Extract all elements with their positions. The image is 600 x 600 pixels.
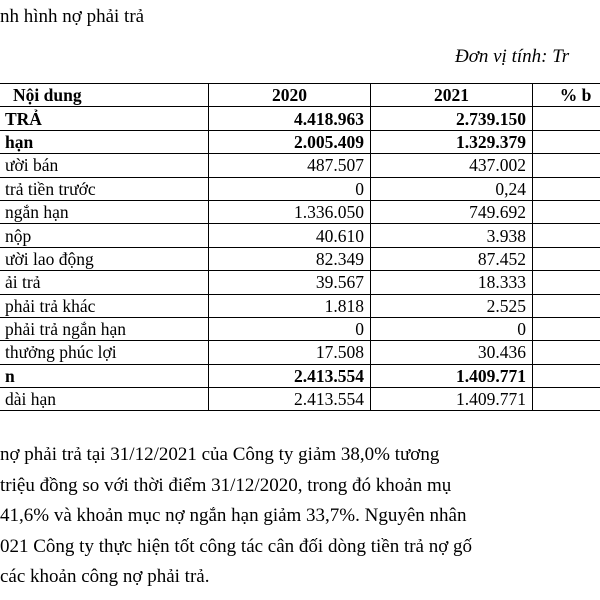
value-2020: 1.818: [209, 294, 371, 317]
value-2020: 0: [209, 317, 371, 340]
table-header-row: [0, 84, 600, 107]
value-percent: [533, 224, 600, 247]
row-label: phải trả khác: [0, 294, 209, 317]
table-row: [0, 200, 600, 223]
value-2021: 2.739.150: [371, 107, 533, 130]
value-2020: 4.418.963: [209, 107, 371, 130]
header-2020: 2020: [209, 84, 371, 107]
value-2021: 1.409.771: [371, 388, 533, 411]
section-heading: nh hình nợ phải trả: [0, 6, 145, 27]
value-2020: 39.567: [209, 271, 371, 294]
row-label: ười lao động: [0, 247, 209, 270]
table-row: [0, 154, 600, 177]
table-row: [0, 224, 600, 247]
header-percent: % b: [533, 84, 600, 107]
value-percent: [533, 388, 600, 411]
header-2021: 2021: [371, 84, 533, 107]
row-label: TRẢ: [0, 107, 209, 130]
row-label: ngắn hạn: [0, 200, 209, 223]
table-row: [0, 388, 600, 411]
value-percent: [533, 247, 600, 270]
paragraph-line: nợ phải trả tại 31/12/2021 của Công ty giảm 38,0% tương: [0, 444, 440, 465]
analysis-paragraph: [0, 440, 600, 593]
value-percent: [533, 341, 600, 364]
value-2020: 2.413.554: [209, 364, 371, 387]
value-2021: 1.329.379: [371, 130, 533, 153]
value-percent: [533, 364, 600, 387]
value-2020: 17.508: [209, 341, 371, 364]
value-2021: 749.692: [371, 200, 533, 223]
table-row: [0, 294, 600, 317]
value-percent: [533, 317, 600, 340]
paragraph-line: 41,6% và khoản mục nợ ngắn hạn giảm 33,7%. Nguyên nhân: [0, 505, 467, 526]
value-percent: [533, 294, 600, 317]
row-label: thưởng phúc lợi: [0, 341, 209, 364]
value-percent: [533, 130, 600, 153]
value-2020: 1.336.050: [209, 200, 371, 223]
value-2020: 2.413.554: [209, 388, 371, 411]
value-2020: 40.610: [209, 224, 371, 247]
value-percent: [533, 107, 600, 130]
header-content: Nội dung: [0, 84, 209, 107]
row-label: ười bán: [0, 154, 209, 177]
value-2021: 0,24: [371, 177, 533, 200]
paragraph-line: 021 Công ty thực hiện tốt công tác cân đối dòng tiền trả nợ gố: [0, 535, 473, 557]
value-2020: 0: [209, 177, 371, 200]
row-label: nộp: [0, 224, 209, 247]
row-label: dài hạn: [0, 388, 209, 411]
value-2020: 487.507: [209, 154, 371, 177]
row-label: phải trả ngắn hạn: [0, 317, 209, 340]
table-row: [0, 317, 600, 340]
value-2021: 0: [371, 317, 533, 340]
value-percent: [533, 154, 600, 177]
value-percent: [533, 200, 600, 223]
value-2020: 2.005.409: [209, 130, 371, 153]
row-label: ải trả: [0, 271, 209, 294]
unit-note: Đơn vị tính: Tr: [455, 46, 570, 67]
row-label: n: [0, 364, 209, 387]
table-row: [0, 247, 600, 270]
value-2021: 30.436: [371, 341, 533, 364]
value-2021: 18.333: [371, 271, 533, 294]
liabilities-table: [0, 83, 600, 411]
value-2021: 3.938: [371, 224, 533, 247]
value-2021: 437.002: [371, 154, 533, 177]
paragraph-line: các khoản công nợ phải trả.: [0, 566, 210, 587]
table-row: [0, 271, 600, 294]
value-2020: 82.349: [209, 247, 371, 270]
value-percent: [533, 271, 600, 294]
value-2021: 1.409.771: [371, 364, 533, 387]
value-2021: 2.525: [371, 294, 533, 317]
table-row: [0, 364, 600, 387]
value-2021: 87.452: [371, 247, 533, 270]
row-label: trả tiền trước: [0, 177, 209, 200]
value-percent: [533, 177, 600, 200]
paragraph-line: triệu đồng so với thời điểm 31/12/2020, trong đó khoản mụ: [0, 474, 452, 496]
table-row: [0, 177, 600, 200]
table-row: [0, 107, 600, 130]
row-label: hạn: [0, 130, 209, 153]
table-row: [0, 341, 600, 364]
table-row: [0, 130, 600, 153]
